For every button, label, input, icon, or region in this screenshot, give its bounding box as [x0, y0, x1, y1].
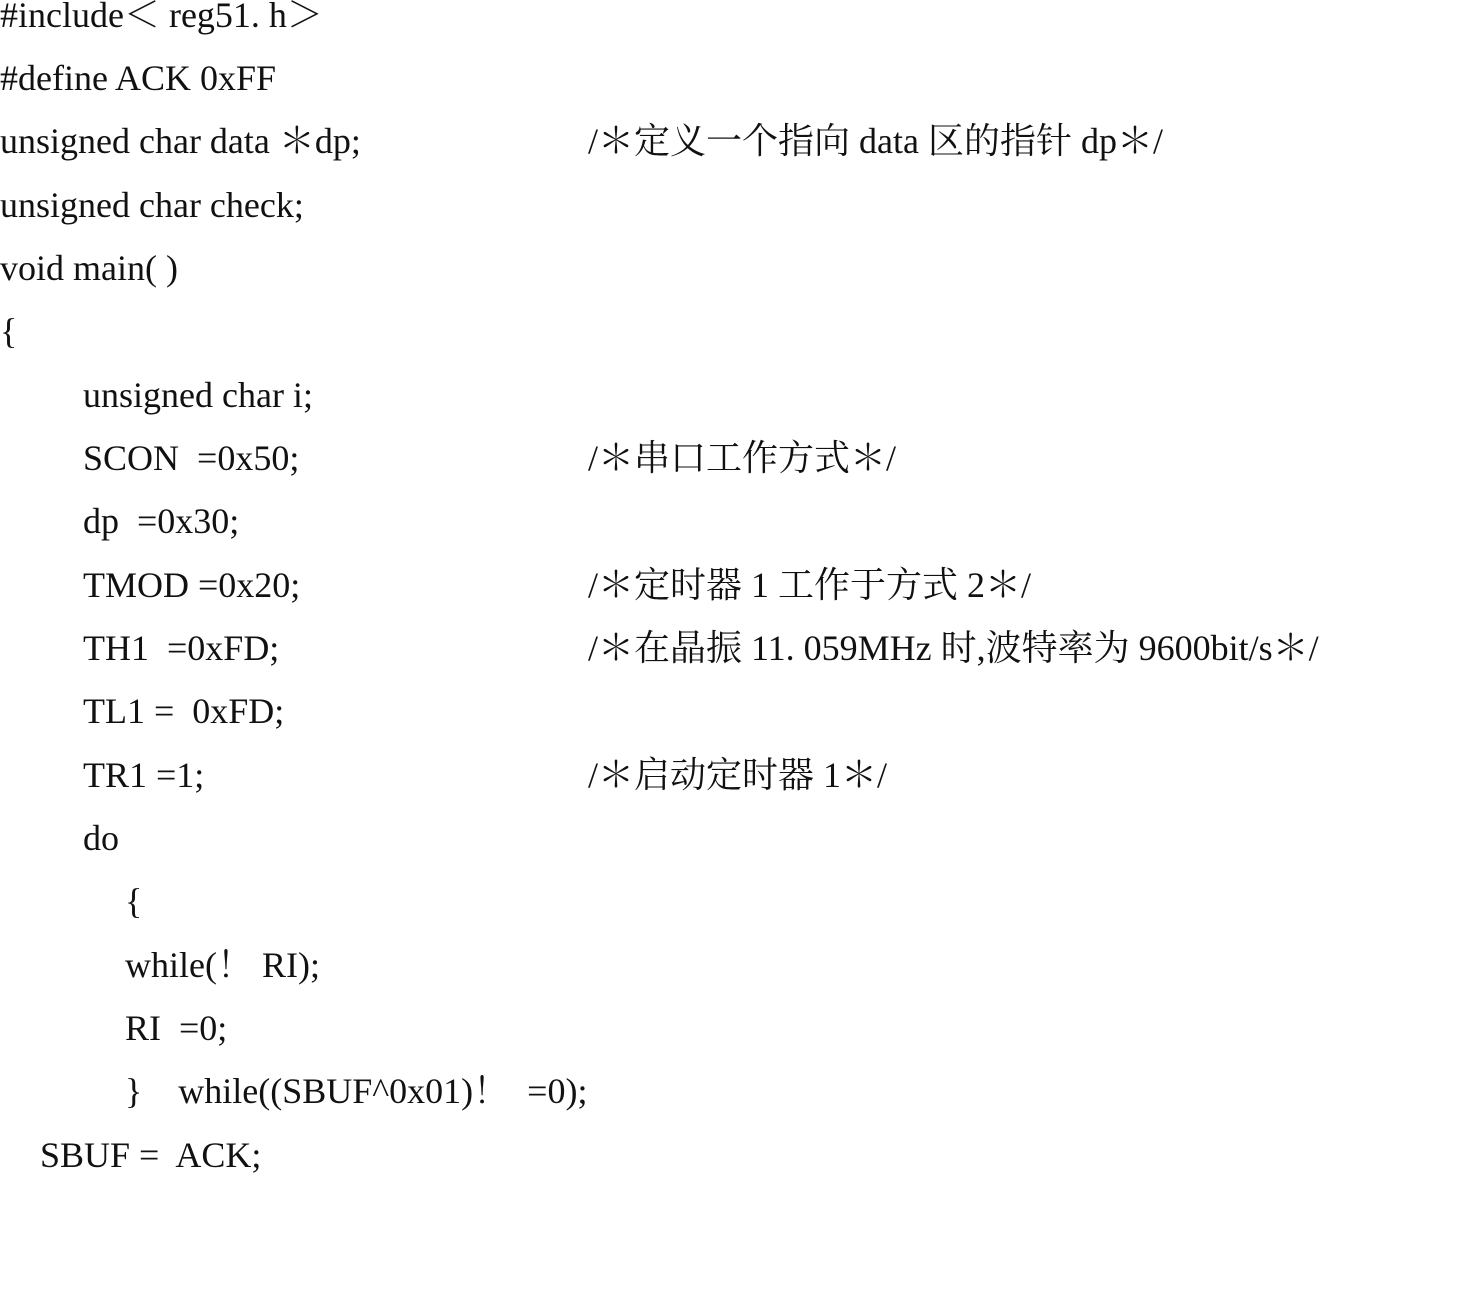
line-code: SBUF = ACK; [40, 1135, 262, 1175]
line-comment: /＊定时器 1 工作于方式 2＊/ [588, 565, 1032, 605]
code-line-tmod [0, 554, 1460, 617]
code-line-dp-decl [0, 110, 1460, 173]
line-code: while(！ RI); [125, 945, 320, 985]
line-code: unsigned char i; [83, 375, 313, 415]
line-code: #define ACK 0xFF [0, 58, 277, 98]
line-comment: /＊定义一个指向 data 区的指针 dp＊/ [588, 121, 1163, 161]
line-code: do [83, 818, 119, 858]
line-comment: /＊启动定时器 1＊/ [588, 755, 888, 795]
line-code: } while((SBUF^0x01)！ =0); [125, 1071, 588, 1111]
code-line-tr1 [0, 744, 1460, 807]
code-line-th1 [0, 617, 1460, 680]
line-comment: /＊在晶振 11. 059MHz 时,波特率为 9600bit/s＊/ [588, 628, 1319, 668]
code-line-main [0, 237, 1460, 300]
code-line-do [0, 807, 1460, 870]
line-code: unsigned char check; [0, 185, 304, 225]
line-code: void main( ) [0, 248, 178, 288]
code-line-dp-assign [0, 490, 1460, 553]
code-line-scon [0, 427, 1460, 490]
code-line-while-ri [0, 934, 1460, 997]
line-code: TH1 =0xFD; [83, 628, 280, 668]
line-code: TMOD =0x20; [83, 565, 301, 605]
line-code: dp =0x30; [83, 501, 240, 541]
code-line-ri-reset [0, 997, 1460, 1060]
code-line-i-decl [0, 364, 1460, 427]
line-code: SCON =0x50; [83, 438, 300, 478]
code-line-include [0, 0, 1460, 47]
line-code: RI =0; [125, 1008, 228, 1048]
line-code: #include＜ reg51. h＞ [0, 0, 323, 35]
code-line-do-open-brace [0, 870, 1460, 933]
code-line-do-while [0, 1060, 1460, 1123]
line-code: TR1 =1; [83, 755, 205, 795]
line-code: TL1 = 0xFD; [83, 691, 285, 731]
line-code: unsigned char data ＊dp; [0, 121, 361, 161]
code-line-open-brace [0, 300, 1460, 363]
code-line-check-decl [0, 174, 1460, 237]
line-comment: /＊串口工作方式＊/ [588, 438, 897, 478]
code-line-define [0, 47, 1460, 110]
line-code: { [125, 881, 143, 921]
line-code: { [0, 311, 18, 351]
code-line-tl1 [0, 680, 1460, 743]
